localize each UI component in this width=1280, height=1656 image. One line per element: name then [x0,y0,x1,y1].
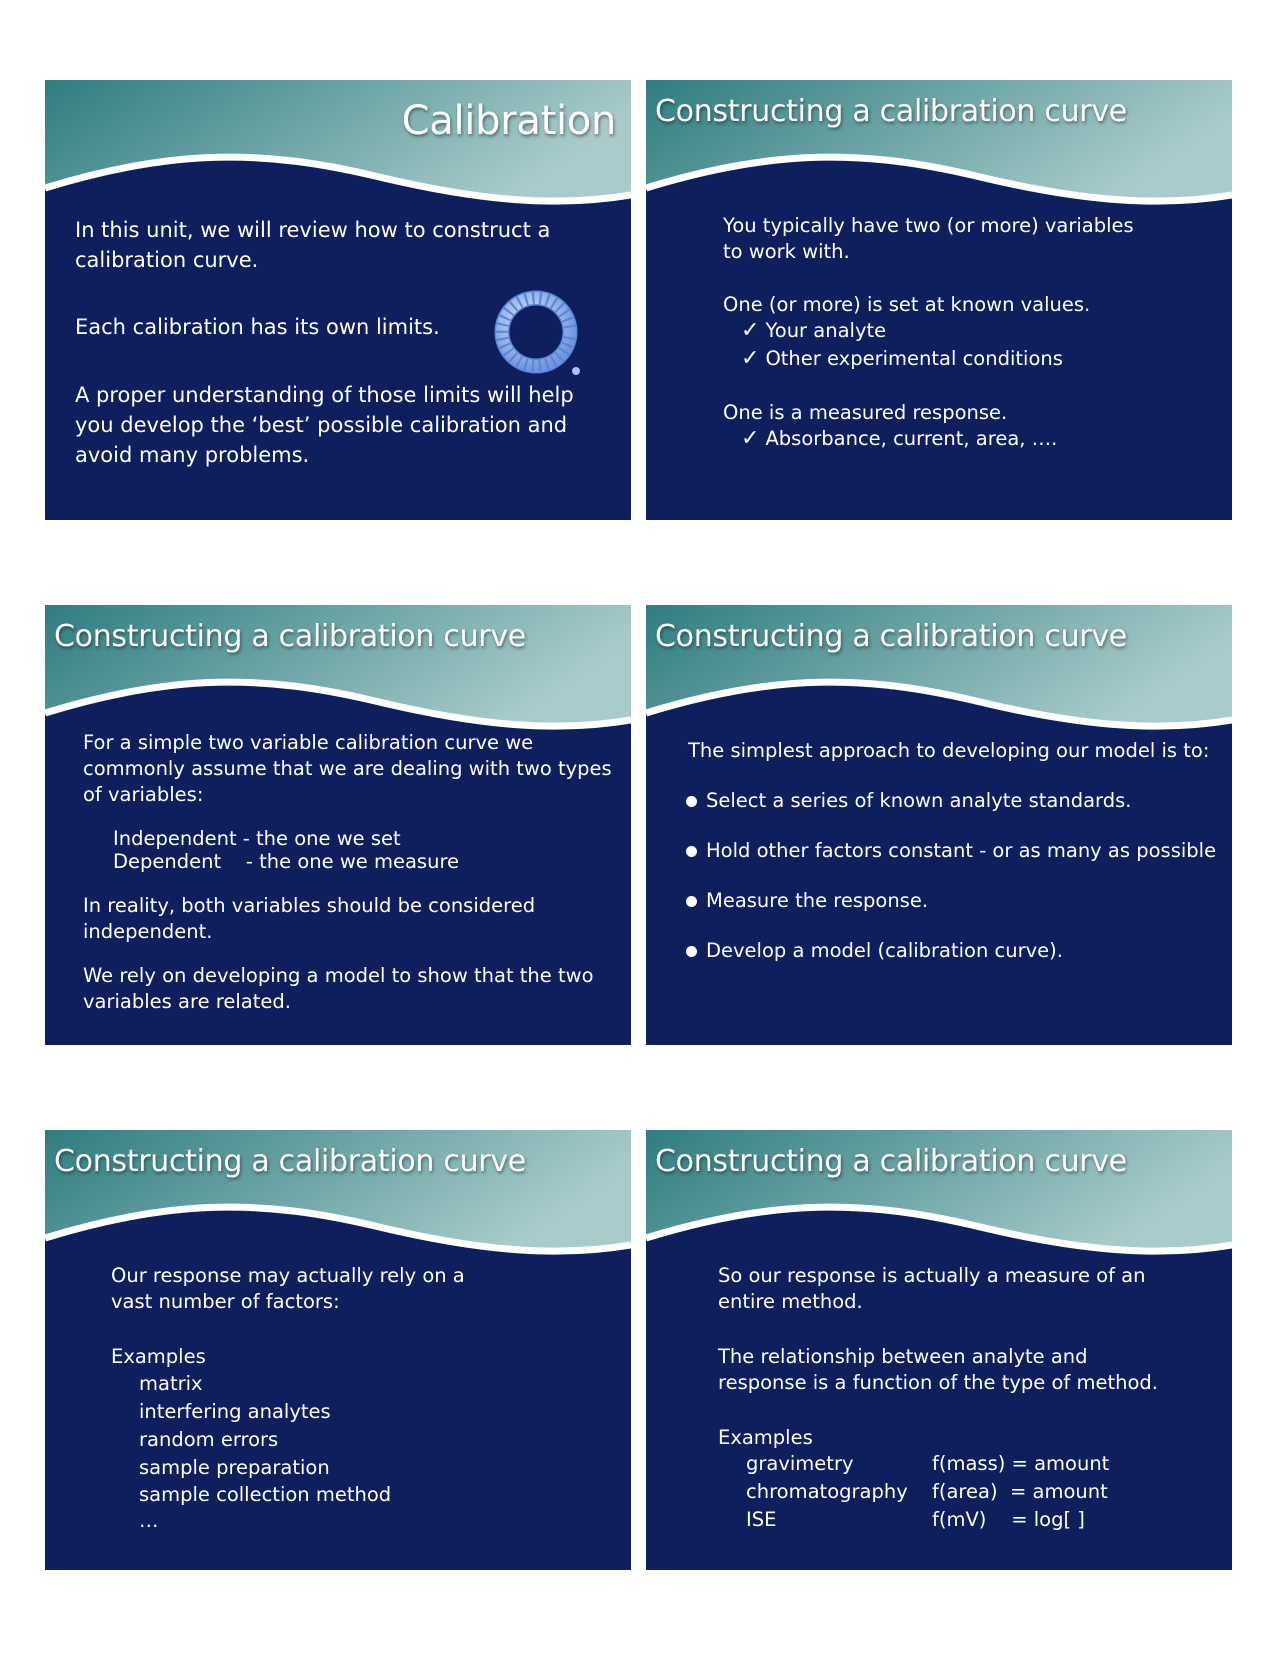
text-line: We rely on developing a model to show that the two [83,964,594,987]
slide-title: Constructing a calibration curve [655,619,1127,654]
text-line: So our response is actually a measure of an [718,1264,1146,1287]
slide-title: Constructing a calibration curve [655,94,1127,129]
examples-table [746,1450,1109,1534]
text-line: The relationship between analyte and [718,1345,1088,1368]
slide-2 [646,80,1232,520]
slide-header [45,1130,631,1255]
bullet-item [686,788,1131,814]
slide-4 [646,605,1232,1045]
slide-title: Constructing a calibration curve [54,1144,526,1179]
slide-header [45,80,631,205]
slide-1 [45,80,631,520]
check-item [741,346,1063,372]
bullet-item-label: Develop a model (calibration curve). [706,939,1063,962]
text-line: avoid many problems. [75,443,310,467]
text-line: Independent - the one we set [113,827,401,850]
text-line: In reality, both variables should be considered [83,894,536,917]
method-cell: ISE [746,1508,777,1531]
bullet-item-label: Measure the response. [706,889,929,912]
slide-header [646,1130,1232,1255]
text-line: sample preparation [139,1456,330,1479]
text-line: you develop the ‘best’ possible calibration and [75,413,568,437]
text-line: One (or more) is set at known values. [723,293,1091,316]
text-line: vast number of factors: [111,1290,340,1313]
bullet-item-label: Select a series of known analyte standards. [706,789,1132,812]
text-line: to work with. [723,240,850,263]
text-line: Examples [718,1426,813,1449]
slide-title: Constructing a calibration curve [655,1144,1127,1179]
text-line: One is a measured response. [723,401,1008,424]
slide-header [646,605,1232,730]
bullet-item-label: Hold other factors constant - or as many as possible [706,839,1217,862]
text-line: Our response may actually rely on a [111,1264,465,1287]
text-line: sample collection method [139,1483,392,1506]
check-item-label: Other experimental conditions [765,347,1063,370]
text-line: response is a function of the type of method. [718,1371,1158,1394]
bullet-item [686,888,928,914]
text-line: commonly assume that we are dealing with two types [83,757,612,780]
text-line: Examples [111,1345,206,1368]
bullet-item [686,938,1063,964]
text-line: You typically have two (or more) variables [723,214,1134,237]
text-line: For a simple two variable calibration curve we [83,731,534,754]
text-line: Dependent - the one we measure [113,850,460,873]
text-line: In this unit, we will review how to construct a [75,218,551,242]
ring-of-beads-icon [491,287,591,387]
slide-6 [646,1130,1232,1570]
slide-header [45,605,631,730]
text-line: … [139,1509,159,1532]
check-item-label: Absorbance, current, area, …. [765,427,1058,450]
relation-cell: f(mV) = log[ ] [932,1508,1085,1531]
text-line: random errors [139,1428,279,1451]
text-line: A proper understanding of those limits will help [75,383,574,407]
method-cell: chromatography [746,1480,908,1503]
method-cell: gravimetry [746,1452,854,1475]
slide-5 [45,1130,631,1570]
text-line: variables are related. [83,990,291,1013]
text-line: of variables: [83,783,204,806]
text-line: calibration curve. [75,248,259,272]
slide-header [646,80,1232,205]
table-row [746,1450,1109,1478]
table-row [746,1478,1109,1506]
text-line: Each calibration has its own limits. [75,315,440,339]
text-line: interfering analytes [139,1400,331,1423]
check-item [741,318,886,344]
relation-cell: f(area) = amount [932,1480,1108,1503]
slide-title: Constructing a calibration curve [54,619,526,654]
table-row [746,1506,1109,1534]
text-line: entire method. [718,1290,863,1313]
text-line: The simplest approach to developing our model is to: [688,739,1210,762]
check-item-label: Your analyte [765,319,887,342]
relation-cell: f(mass) = amount [932,1452,1110,1475]
text-line: matrix [139,1372,203,1395]
text-line: independent. [83,920,213,943]
slide-3 [45,605,631,1045]
bullet-item [686,838,1216,864]
check-item [741,426,1057,452]
slide-title: Calibration [401,98,616,144]
